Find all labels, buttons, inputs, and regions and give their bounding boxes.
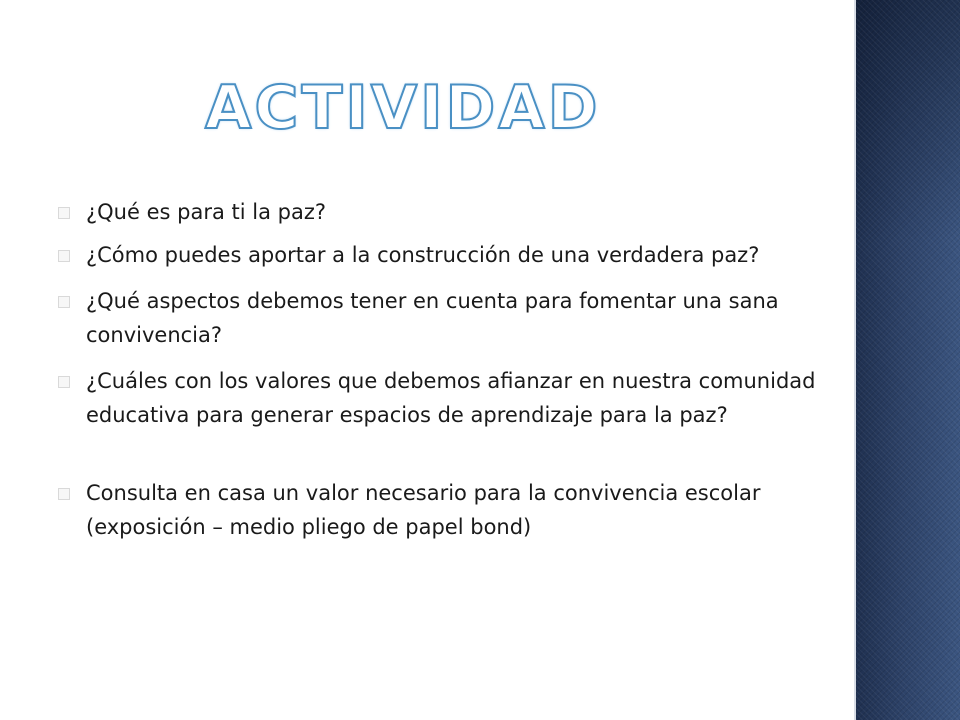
bullet-text: ¿Qué es para ti la paz? xyxy=(86,200,326,224)
bullet-list xyxy=(58,195,818,544)
bullet-item xyxy=(58,284,818,352)
bullet-text: Consulta en casa un valor necesario para la convivencia escolar (exposición – medio pliego de papel bond) xyxy=(86,481,761,539)
bullet-marker-icon xyxy=(58,296,70,308)
bullet-marker-icon xyxy=(58,207,70,219)
bullet-item xyxy=(58,238,818,272)
bullet-item xyxy=(58,364,818,432)
bullet-text: ¿Cuáles con los valores que debemos afianzar en nuestra comunidad educativa para generar espacios de aprendizaje para la paz? xyxy=(86,369,816,427)
slide-title: ACTIVIDAD xyxy=(205,73,601,143)
bullet-text: ¿Cómo puedes aportar a la construcción de una verdadera paz? xyxy=(86,243,760,267)
decorative-side-panel xyxy=(856,0,960,720)
bullet-marker-icon xyxy=(58,376,70,388)
bullet-item xyxy=(58,195,818,229)
bullet-item xyxy=(58,476,818,544)
bullet-marker-icon xyxy=(58,488,70,500)
bullet-marker-icon xyxy=(58,250,70,262)
bullet-text: ¿Qué aspectos debemos tener en cuenta para fomentar una sana convivencia? xyxy=(86,289,779,347)
